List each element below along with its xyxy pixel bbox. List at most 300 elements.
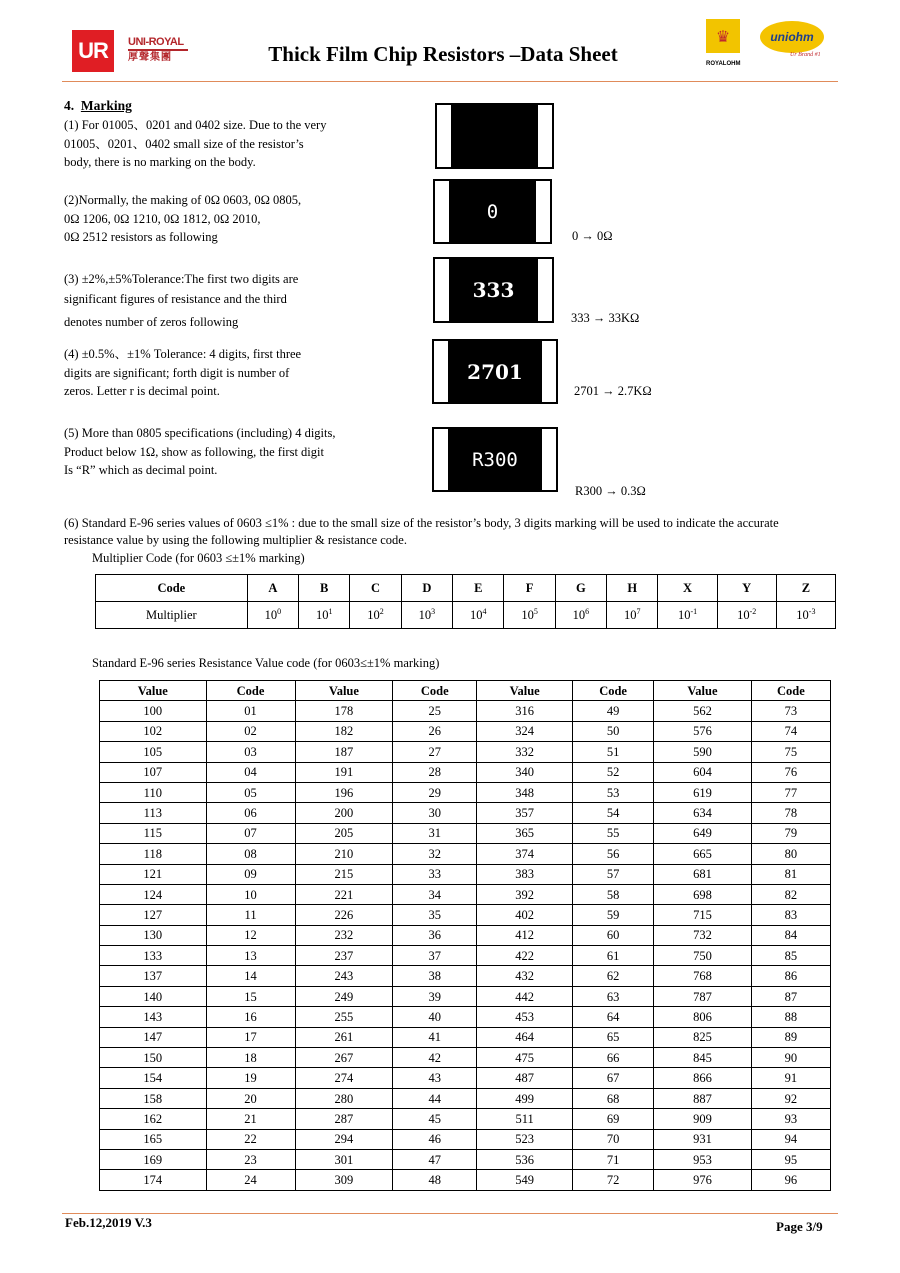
e96-code-table [99,680,831,1191]
table-row [100,1048,831,1068]
value-cell: 412 [477,925,573,945]
e96-column-header: Value [477,681,573,701]
code-cell: 14 [206,966,295,986]
ur-logo: UR [72,30,114,72]
value-cell: 422 [477,946,573,966]
uniohm-tagline: Ur Brand #1 [790,52,821,58]
text-line: Product below 1Ω, show as following, the first digit [64,444,324,459]
text-line: denotes number of zeros following [64,315,239,329]
code-cell: 91 [751,1068,830,1088]
table-row [100,844,831,864]
section-title-text: Marking [80,98,132,113]
value-cell: 205 [295,823,393,843]
value-cell: 226 [295,905,393,925]
code-cell: 25 [393,701,477,721]
table-row [100,742,831,762]
table-row [100,782,831,802]
code-cell: 42 [393,1048,477,1068]
code-cell: 47 [393,1149,477,1169]
value-cell: 787 [654,986,752,1006]
value-cell: 215 [295,864,393,884]
multiplier-base: 10 [796,608,809,623]
code-cell: 38 [393,966,477,986]
table-row [100,762,831,782]
table-row [100,1027,831,1047]
code-cell: 69 [573,1109,654,1129]
table-row [100,864,831,884]
code-cell: 95 [751,1149,830,1169]
value-cell: 287 [295,1109,393,1129]
e96-body [100,701,831,1190]
code-cell: 37 [393,946,477,966]
code-cell: 78 [751,803,830,823]
text-line: resistance value by using the following multiplier & resistance code. [64,533,407,547]
royalohm-logo-text: ROYALOHM [706,61,741,67]
text-line: (3) ±2%,±5%Tolerance:The first two digits are [64,272,299,286]
code-cell: 16 [206,1007,295,1027]
e96-header-row [100,681,831,701]
chip-marking-333 [433,257,554,323]
chip-marking-2701 [432,339,558,404]
value-cell: 237 [295,946,393,966]
uniohm-logo: uniohm [760,21,824,53]
example-333: 333 → 33KΩ [571,311,640,325]
e96-column-header: Value [100,681,207,701]
value-cell: 845 [654,1048,752,1068]
value-cell: 442 [477,986,573,1006]
value-cell: 590 [654,742,752,762]
multiplier-exponent: 5 [533,606,538,616]
table-row [100,986,831,1006]
value-cell: 562 [654,701,752,721]
value-cell: 294 [295,1129,393,1149]
table-row [100,1129,831,1149]
multiplier-exponent: 0 [277,606,282,616]
text-line: (5) More than 0805 specifications (including) 4 digits, [64,426,336,440]
code-cell: 96 [751,1170,830,1190]
value-cell: 182 [295,721,393,741]
marking-note-4 [64,345,301,401]
multiplier-value-cell [555,602,606,629]
value-cell: 105 [100,742,207,762]
multiplier-exponent: 3 [431,606,436,616]
marking-note-1 [64,116,326,172]
value-cell: 365 [477,823,573,843]
code-cell: 23 [206,1149,295,1169]
value-cell: 348 [477,782,573,802]
table-row [100,823,831,843]
multiplier-code-cell: G [555,575,606,602]
multiplier-code-cell: F [504,575,555,602]
text-line: (2)Normally, the making of 0Ω 0603, 0Ω 0805, [64,193,302,207]
multiplier-value-row [96,602,836,629]
value-cell: 191 [295,762,393,782]
code-cell: 67 [573,1068,654,1088]
value-cell: 118 [100,844,207,864]
code-cell: 75 [751,742,830,762]
multiplier-exponent: 1 [328,606,333,616]
code-cell: 86 [751,966,830,986]
value-cell: 267 [295,1048,393,1068]
value-cell: 210 [295,844,393,864]
code-cell: 85 [751,946,830,966]
text-line: 01005、0201、0402 small size of the resistor’s [64,136,304,151]
value-cell: 475 [477,1048,573,1068]
code-cell: 03 [206,742,295,762]
value-cell: 100 [100,701,207,721]
value-cell: 634 [654,803,752,823]
value-cell: 383 [477,864,573,884]
code-cell: 08 [206,844,295,864]
code-cell: 19 [206,1068,295,1088]
multiplier-code-cell: Y [717,575,776,602]
value-cell: 169 [100,1149,207,1169]
code-cell: 44 [393,1088,477,1108]
text-line: (4) ±0.5%、±1% Tolerance: 4 digits, first three [64,347,302,361]
code-cell: 66 [573,1048,654,1068]
code-cell: 64 [573,1007,654,1027]
code-cell: 40 [393,1007,477,1027]
value-cell: 487 [477,1068,573,1088]
code-cell: 35 [393,905,477,925]
code-cell: 41 [393,1027,477,1047]
value-cell: 309 [295,1170,393,1190]
text-line: Is “R” which as decimal point. [64,463,218,477]
code-cell: 30 [393,803,477,823]
multiplier-value-cell [299,602,350,629]
chip-code: 2701 [467,359,523,384]
marking-note-6 [64,515,864,549]
code-cell: 22 [206,1129,295,1149]
header-divider [62,81,838,82]
multiplier-base: 10 [367,608,380,623]
value-cell: 732 [654,925,752,945]
value-cell: 715 [654,905,752,925]
table-row [100,905,831,925]
code-cell: 89 [751,1027,830,1047]
code-cell: 93 [751,1109,830,1129]
table-row [100,1149,831,1169]
value-cell: 261 [295,1027,393,1047]
multiplier-base: 10 [677,608,691,623]
value-cell: 130 [100,925,207,945]
text-line: 0Ω 1206, 0Ω 1210, 0Ω 1812, 0Ω 2010, [64,211,261,226]
value-cell: 174 [100,1170,207,1190]
code-cell: 83 [751,905,830,925]
code-cell: 05 [206,782,295,802]
value-cell: 113 [100,803,207,823]
multiplier-code-cell: C [350,575,401,602]
multiplier-row-label: Multiplier [96,602,248,629]
multiplier-value-cell [401,602,452,629]
marking-note-5 [64,424,335,480]
table-row [100,721,831,741]
multiplier-code-cell: E [453,575,504,602]
section-number: 4. [64,98,75,113]
code-cell: 01 [206,701,295,721]
code-cell: 59 [573,905,654,925]
multiplier-value-cell [350,602,401,629]
value-cell: 825 [654,1027,752,1047]
code-cell: 73 [751,701,830,721]
page-title: Thick Film Chip Resistors –Data Sheet [268,42,618,66]
multiplier-value-cell [453,602,504,629]
code-cell: 18 [206,1048,295,1068]
code-cell: 92 [751,1088,830,1108]
multiplier-base: 10 [737,608,750,623]
multiplier-exponent: -3 [808,606,816,616]
multiplier-base: 10 [469,608,483,623]
table-row [100,701,831,721]
e96-column-header: Value [654,681,752,701]
code-cell: 31 [393,823,477,843]
value-cell: 196 [295,782,393,802]
text-line: (1) For 01005、0201 and 0402 size. Due to the very [64,118,327,132]
multiplier-base: 10 [315,608,329,623]
code-cell: 09 [206,864,295,884]
code-cell: 60 [573,925,654,945]
multiplier-code-cell: H [607,575,658,602]
value-cell: 402 [477,905,573,925]
value-cell: 576 [654,721,752,741]
chip-marking-0 [433,179,552,244]
value-cell: 127 [100,905,207,925]
value-cell: 316 [477,701,573,721]
multiplier-code-cell: X [658,575,717,602]
multiplier-value-cell [247,602,298,629]
multiplier-code-cell: Z [776,575,835,602]
code-cell: 70 [573,1129,654,1149]
code-cell: 29 [393,782,477,802]
value-cell: 221 [295,884,393,904]
multiplier-exponent: 7 [636,606,641,616]
value-cell: 147 [100,1027,207,1047]
value-cell: 274 [295,1068,393,1088]
code-cell: 80 [751,844,830,864]
table-row [100,1088,831,1108]
table-row [100,884,831,904]
text-line: 0Ω 2512 resistors as following [64,230,218,244]
value-cell: 249 [295,986,393,1006]
chip-marking-r300 [432,427,558,492]
code-cell: 84 [751,925,830,945]
value-cell: 165 [100,1129,207,1149]
multiplier-header-row [96,575,836,602]
uniroyal-logo-line2: 厚聲集團 [128,52,172,63]
value-cell: 536 [477,1149,573,1169]
text-line: significant figures of resistance and the third [64,292,287,306]
multiplier-code-cell: B [299,575,350,602]
value-cell: 549 [477,1170,573,1190]
text-line: (6) Standard E-96 series values of 0603 ≤1% : due to the small size of the resistor’s body, 3 digits marking will be used to indicate the accurate [64,516,779,530]
code-cell: 54 [573,803,654,823]
code-cell: 63 [573,986,654,1006]
value-cell: 187 [295,742,393,762]
code-cell: 90 [751,1048,830,1068]
footer-divider [62,1213,838,1214]
example-2701: 2701 → 2.7KΩ [574,384,652,398]
multiplier-base: 10 [624,608,637,623]
value-cell: 604 [654,762,752,782]
code-cell: 10 [206,884,295,904]
value-cell: 909 [654,1109,752,1129]
code-cell: 68 [573,1088,654,1108]
code-cell: 50 [573,721,654,741]
table-row [100,803,831,823]
value-cell: 523 [477,1129,573,1149]
value-cell: 124 [100,884,207,904]
e96-column-header: Code [206,681,295,701]
code-cell: 81 [751,864,830,884]
value-cell: 178 [295,701,393,721]
value-cell: 681 [654,864,752,884]
code-cell: 32 [393,844,477,864]
marking-note-3 [64,269,298,332]
value-cell: 255 [295,1007,393,1027]
code-cell: 61 [573,946,654,966]
code-cell: 12 [206,925,295,945]
value-cell: 768 [654,966,752,986]
code-cell: 21 [206,1109,295,1129]
uniroyal-logo-line1: UNI-ROYAL [128,36,188,51]
code-cell: 17 [206,1027,295,1047]
table-row [100,966,831,986]
value-cell: 332 [477,742,573,762]
value-cell: 499 [477,1088,573,1108]
multiplier-exponent: -2 [749,606,757,616]
multiplier-base: 10 [418,608,432,623]
multiplier-code-cell: A [247,575,298,602]
code-cell: 58 [573,884,654,904]
multiplier-base: 10 [264,608,278,623]
value-cell: 232 [295,925,393,945]
code-cell: 76 [751,762,830,782]
e96-column-header: Code [573,681,654,701]
text-line: zeros. Letter r is decimal point. [64,384,220,398]
value-cell: 102 [100,721,207,741]
table-row [100,1007,831,1027]
text-line: body, there is no marking on the body. [64,155,256,169]
code-cell: 53 [573,782,654,802]
e96-column-header: Code [751,681,830,701]
multiplier-exponent: 6 [585,606,590,616]
code-cell: 46 [393,1129,477,1149]
value-cell: 200 [295,803,393,823]
value-cell: 357 [477,803,573,823]
code-cell: 43 [393,1068,477,1088]
value-cell: 340 [477,762,573,782]
code-cell: 15 [206,986,295,1006]
marking-note-2 [64,191,301,247]
value-cell: 432 [477,966,573,986]
example-r300: R300 → 0.3Ω [575,484,646,498]
page-number: Page 3/9 [776,1219,823,1234]
code-cell: 52 [573,762,654,782]
multiplier-value-cell [658,602,717,629]
code-cell: 82 [751,884,830,904]
code-cell: 04 [206,762,295,782]
multiplier-code-cell: D [401,575,452,602]
code-cell: 36 [393,925,477,945]
value-cell: 143 [100,1007,207,1027]
code-cell: 33 [393,864,477,884]
value-cell: 866 [654,1068,752,1088]
value-cell: 374 [477,844,573,864]
value-cell: 887 [654,1088,752,1108]
code-cell: 49 [573,701,654,721]
value-cell: 133 [100,946,207,966]
text-line: digits are significant; forth digit is number of [64,365,290,380]
value-cell: 665 [654,844,752,864]
value-cell: 453 [477,1007,573,1027]
section-title [64,98,132,114]
code-cell: 27 [393,742,477,762]
value-cell: 698 [654,884,752,904]
multiplier-exponent: -1 [690,606,698,616]
value-cell: 464 [477,1027,573,1047]
value-cell: 158 [100,1088,207,1108]
code-cell: 71 [573,1149,654,1169]
chip-code: R300 [472,448,518,471]
value-cell: 301 [295,1149,393,1169]
footer-date: Feb.12,2019 V.3 [65,1215,152,1230]
value-cell: 280 [295,1088,393,1108]
code-cell: 88 [751,1007,830,1027]
code-cell: 34 [393,884,477,904]
code-cell: 72 [573,1170,654,1190]
code-cell: 56 [573,844,654,864]
code-cell: 77 [751,782,830,802]
value-cell: 649 [654,823,752,843]
multiplier-table [95,574,836,629]
value-cell: 137 [100,966,207,986]
value-cell: 392 [477,884,573,904]
table-row [100,1109,831,1129]
e96-column-header: Code [393,681,477,701]
code-cell: 48 [393,1170,477,1190]
value-cell: 140 [100,986,207,1006]
code-cell: 26 [393,721,477,741]
royalohm-logo [706,19,741,67]
code-cell: 06 [206,803,295,823]
table-row [100,1068,831,1088]
multiplier-value-cell [504,602,555,629]
value-cell: 150 [100,1048,207,1068]
value-cell: 243 [295,966,393,986]
crown-icon: ♛ [706,19,740,53]
code-cell: 24 [206,1170,295,1190]
multiplier-caption: Multiplier Code (for 0603 ≤±1% marking) [92,551,305,565]
value-cell: 511 [477,1109,573,1129]
value-cell: 324 [477,721,573,741]
code-cell: 39 [393,986,477,1006]
code-cell: 74 [751,721,830,741]
code-cell: 94 [751,1129,830,1149]
value-cell: 115 [100,823,207,843]
code-cell: 07 [206,823,295,843]
value-cell: 750 [654,946,752,966]
e96-column-header: Value [295,681,393,701]
chip-code: 333 [472,278,515,302]
table-row [100,946,831,966]
code-cell: 57 [573,864,654,884]
code-cell: 65 [573,1027,654,1047]
multiplier-header-label: Code [96,575,248,602]
table-row [100,925,831,945]
multiplier-base: 10 [572,608,586,623]
code-cell: 11 [206,905,295,925]
code-cell: 28 [393,762,477,782]
